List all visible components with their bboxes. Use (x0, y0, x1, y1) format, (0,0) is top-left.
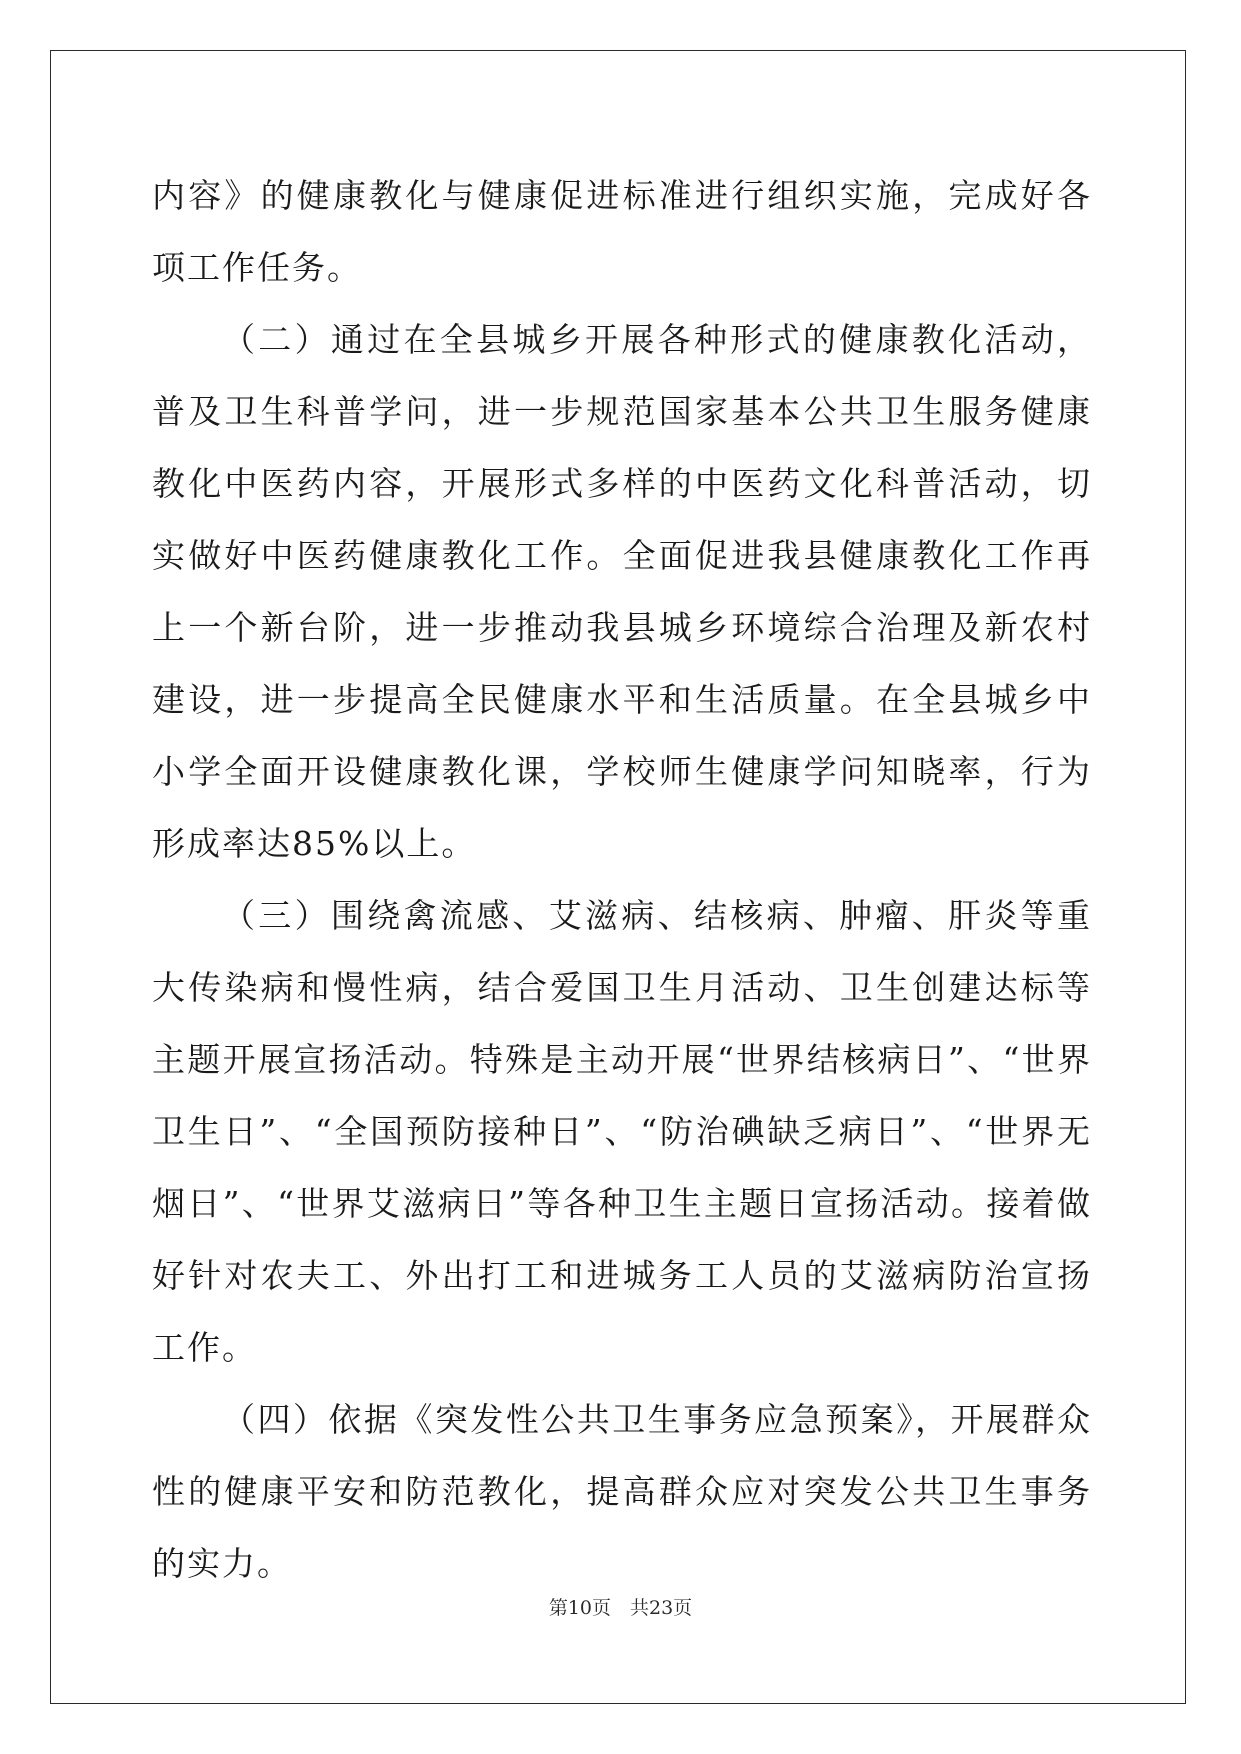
page-footer: 第10页 共23页 (548, 1597, 693, 1619)
paragraph-2: （二）通过在全县城乡开展各种形式的健康教化活动，普及卫生科普学问，进一步规范国家基本公共卫生服务健康教化中医药内容，开展形式多样的中医药文化科普活动，切实做好中医药健康教化工作。全面促进我县健康教化工作再上一个新台阶，进一步推动我县城乡环境综合治理及新农村建设，进一步提高全民健康水平和生活质量。在全县城乡中小学全面开设健康教化课，学校师生健康学问知晓率，行为形成率达85%以上。 (152, 320, 1092, 863)
document-body (152, 160, 1092, 1600)
paragraph-3: （三）围绕禽流感、艾滋病、结核病、肿瘤、肝炎等重大传染病和慢性病，结合爱国卫生月活动、卫生创建达标等主题开展宣扬活动。特殊是主动开展“世界结核病日”、“世界卫生日”、“全国预防接种日”、“防治碘缺乏病日”、“世界无烟日”、“世界艾滋病日”等各种卫生主题日宣扬活动。接着做好针对农夫工、外出打工和进城务工人员的艾滋病防治宣扬工作。 (152, 896, 1092, 1367)
paragraph-4: （四）依据《突发性公共卫生事务应急预案》，开展群众性的健康平安和防范教化，提高群众应对突发公共卫生事务的实力。 (152, 1400, 1092, 1583)
paragraph-1: 内容》的健康教化与健康促进标准进行组织实施，完成好各项工作任务。 (152, 176, 1092, 287)
